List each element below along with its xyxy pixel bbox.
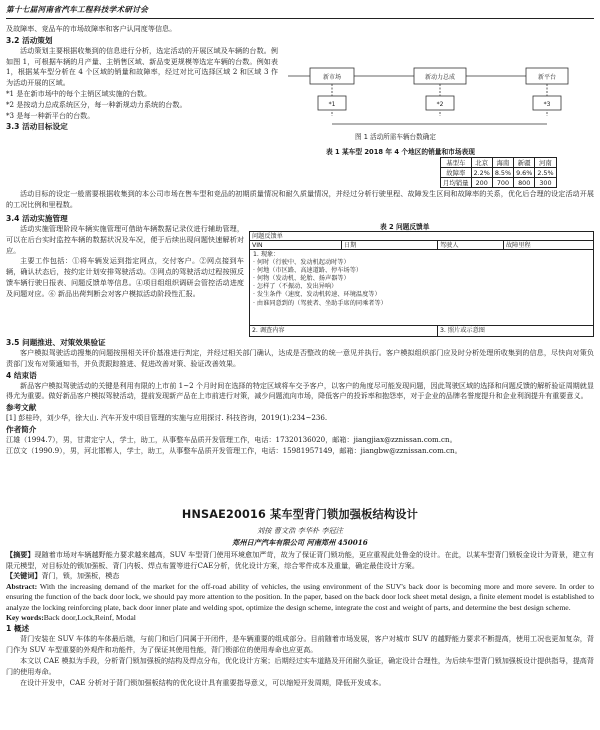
table-2-body-line: · 何时（行驶中、发动机起动时等） (253, 259, 350, 267)
heading-3-2: 3.2 活动策划 (6, 35, 53, 45)
running-header: 第十七届河南省汽车工程科技学术研讨会 (6, 5, 149, 14)
table-2-footer-investigation: 2. 调查内容 (250, 326, 438, 336)
table-2-header-row (250, 241, 593, 250)
table-1-row (441, 168, 557, 178)
table-2-header-driver: 驾驶人 (438, 241, 504, 249)
table-2-footer-photos: 3. 照片或示意图 (440, 327, 485, 334)
table-2-footer-row (250, 325, 593, 336)
paper-2-para-2: 本文以 CAE 模拟为手段，分析背门锁加强板的结构及焊点分布，优化设计方案；后期经过实车道路及开闭耐久验证，确定设计合理性，为后续车型背门锁加强板设计提供指导，提高背门的使用寿命。 (6, 656, 594, 676)
table-2-body-label: 1. 现象： (253, 251, 280, 258)
table-1-cell: 2.2% (471, 168, 492, 178)
table-2-body-line: · 何物（发动机、轮胎、扬声器等） (253, 275, 350, 283)
paper-2-authors: 刘按 曹文浩 李华朴 李冠注 (257, 526, 343, 535)
table-1-cell: 300 (535, 178, 556, 188)
en-keywords-text: Back door,Lock,Reinf, Modal (43, 613, 136, 622)
lower-block (6, 337, 594, 457)
para-3-4-a: 活动实施管理阶段车辆实施管理可借助车辆数据记录仪进行辅助管理，可以在后台实时监控车辆的数据状况及车况，便于后续出现问题快速解析对应。 (6, 224, 244, 255)
table-1 (440, 157, 557, 188)
table-2-header-date: 日期 (342, 241, 438, 249)
paper-2-para-1: 背门安装在 SUV 车体的车体最后端，与前门和后门同属于开闭件，是车辆重要的组成部分。目前随着市场发展，客户对城市 SUV 的越野能力要求不断提高，使用工况也更加复杂，背门作为 SUV 车型重要的外观件和功能件，为了保证其使用性能，背门锁部位的使用寿命也应更高。 (6, 634, 594, 655)
reference-item: [1] 彭桂玲，刘少华，徐大山. 汽车开发中项目管理的实施与应用探讨. 科技咨询，2019(1):234~236. (6, 413, 328, 423)
table-1-cell: 基型车 (441, 158, 472, 168)
en-abstract-label: Abstract: (6, 581, 38, 591)
table-1-cell: 700 (492, 178, 513, 188)
keywords-text: 背门，锁，加强板，模态 (41, 571, 120, 581)
paper-2-en-abstract (6, 582, 594, 613)
paper-2-abstract (6, 550, 594, 571)
table-1-cell: 9.6% (514, 168, 535, 178)
intro-tail: 及故障率、竞品车的市场故障率和客户认同度等信息。 (6, 24, 177, 33)
para-3-4-b: 主要工作包括：①将车辆发运到指定网点，交付客户。②网点接到车辆，确认状态后，按约定计划安排驾驶活动。③网点的驾驶活动过程按照反馈车辆行驶日报表、问题反馈单等信息。④项目组组织调研会管控活动进度及问题对应。⑥ 新品出荷判断会对客户模拟活动阶段性汇报。 (6, 256, 244, 298)
table-2-body (250, 250, 593, 327)
table-2-header-vin: VIN (250, 241, 342, 249)
paper-2-title: HNSAE20016 某车型背门锁加强板结构设计 (181, 508, 419, 521)
note-1: *1 是在新市场中的每个主销区域实施的台数。 (6, 88, 152, 98)
en-keywords-label: Key words: (6, 613, 44, 622)
author-bio-item: 江雄（1994.7），男，甘肃定宁人，学士，助工，从事整车品质开发管理工作，电话：17320136020，邮箱：jiangjiax@zznissan.com.cn。 (6, 434, 457, 444)
author-bio-item: 江苡文（1990.9），男，河北邯郸人，学士，助工，从事整车品质开发管理工作，电话：15981957149，邮箱：jiangbw@zznissan.com.cn。 (6, 445, 462, 455)
figure-1-caption: 图 1 活动所需车辆台数确定 (355, 133, 436, 141)
table-1-caption: 表 1 某车型 2018 年 4 个地区的销量和市场表现 (326, 148, 475, 156)
table-1-cell: 新疆 (514, 158, 535, 168)
abstract-text: 现随着市场对车辆越野能力要求越来越高，SUV 车型背门使用环境愈加严苛，故为了保证背门锁功能，更应重视此处鲁金的设计。在此，以某车型背门锁板金设计为背景，建立有限元模型，对目标处的锁加强板、背门内板、焊点布置等进行CAE分析，优化设计方案，综合零件成本及重量，确定最佳设计方案。 (6, 550, 595, 570)
table-1-cell: 2.5% (535, 168, 556, 178)
flow-note-3: *3 (543, 101, 551, 108)
table-2-title-row (250, 232, 593, 241)
paper-2-body (6, 550, 594, 688)
heading-3-3: 3.3 活动目标设定 (6, 122, 68, 132)
flow-label-2: 新动力总成 (424, 74, 456, 81)
table-2-sheet-title: 问题反馈单 (252, 233, 283, 240)
table-1-cell: 月均销量 (441, 178, 472, 188)
table-2-feedback-form (249, 231, 594, 337)
table-1-row (441, 178, 557, 188)
references-heading: 参考文献 (6, 403, 37, 413)
paper-2-para-3: 在设计开发中，CAE 分析对于背门锁加强板结构的优化设计具有重要指导意义，可以缩短开发周期，降低开发成本。 (20, 677, 386, 687)
table-2-body-line: · 何地（市区路、高速道路、停车场等） (253, 267, 363, 275)
paper-2-en-keywords (6, 613, 594, 623)
flow-label-3: 新平台 (537, 74, 557, 81)
para-3-3: 活动目标的设定一般需要根据收集到的本公司市场在售车型和竞品的初期质量情况和耐久质量情况，并经过分析行驶里程、故障发生区间和故障率的关系，优化后合理的设定活动开展的工况比例和里程数。 (6, 189, 594, 209)
figure-1-flowchart (282, 62, 594, 144)
flow-note-2: *2 (436, 101, 444, 108)
table-1-cell: 故障率 (441, 168, 472, 178)
header-rule (6, 18, 594, 19)
para-4: 新品客户模拟驾驶活动的关键是利用有限的上市前 1~2 个月时间在选择的特定区域将车交予客户，以客户的角度尽可能发现问题，因此驾驶区域的选择和问题反馈的解析验证周期就显得尤为重要。做好新品客户模拟驾驶活动，提前发现新产品在上市前进行对策，减少问题流向市场，降低客户的投诉率和抱怨率，对于企业的品牌名誉度提升和企业利润提升有重要意义。 (6, 380, 594, 401)
table-1-row (441, 158, 557, 168)
table-2-body-line: · 怎样了（不振动、发出异响） (253, 283, 338, 291)
heading-3-5: 3.5 问题推进、对策效果验证 (6, 338, 106, 347)
table-1-cell: 8.5% (492, 168, 513, 178)
table-2-body-line: · 由谁同意到的（驾驶者、坐助手席的同乘者等） (253, 299, 387, 307)
para-3-3-block (6, 189, 594, 211)
en-abstract-text: With the increasing demand of the market for the off-road ability of vehicles, the using environment of the SUV's back door is becoming more and more severe. In order to ensuring the function of the back door lock, we should pay more attention to the position. In the paper, based on the back door lock sheet metal design, a finite element model is established to analyze the locking reinforcing plate, back door inner plate and welding spot, optimize the design scheme, integrate the cost and weight of parts, and determine the best design scheme. (6, 581, 594, 612)
abstract-label: 【摘要】 (6, 550, 35, 559)
table-1-cell: 海南 (492, 158, 513, 168)
left-column-upper (6, 24, 278, 132)
note-2: *2 是按动力总成系统区分，每一种新规动力系统的台数。 (6, 99, 187, 109)
flow-note-1: *1 (328, 101, 336, 108)
author-bios-heading: 作者简介 (6, 424, 37, 434)
paper-2-heading-1: 1 概述 (6, 624, 30, 634)
table-1-cell: 北京 (471, 158, 492, 168)
paper-2-affiliation: 郑州日产汽车有限公司 河南郑州 450016 (232, 538, 368, 547)
table-1-cell: 200 (471, 178, 492, 188)
keywords-label: 【关键词】 (6, 571, 42, 581)
para-3-2: 活动策划主要根据收集到的信息进行分析，选定活动的开展区域及车辆的台数。例如图 1，可根据车辆的月产量、主销售区域、新品变更规模等选定车辆的台数。例如表 1，根据某车型分析在 4 个区域的销量和故障率，经过对比可选择区域 2 和区域 3 作为活动开展的区域。 (6, 45, 278, 88)
table-2-body-line: · 发生条件（速度、发动机转速、环境温度等） (253, 291, 381, 299)
table-2-header-mileage: 故障里程 (506, 242, 531, 249)
note-3: *3 是每一种新平台的台数。 (6, 110, 95, 120)
table-2-caption: 表 2 问题反馈单 (380, 223, 430, 231)
left-column-3-4 (6, 213, 244, 300)
heading-3-4: 3.4 活动实施管理 (6, 214, 68, 223)
table-1-cell: 河南 (535, 158, 556, 168)
flow-label-1: 新市场 (322, 74, 342, 81)
heading-4: 4 结束语 (6, 370, 37, 380)
table-1-cell: 800 (514, 178, 535, 188)
paper-2-keywords (6, 571, 594, 582)
para-3-5: 客户模拟驾驶活动搜集的问题按照相关评价基准进行判定，并经过相关部门确认，达成是否整改的统一意见并执行。客户模拟组织部门应及时分析处理所收集到的信息，尽快向对策负责部门发布对策通知书，并负责跟踪推进、促进改善对策、验证改善效果。 (6, 348, 594, 368)
